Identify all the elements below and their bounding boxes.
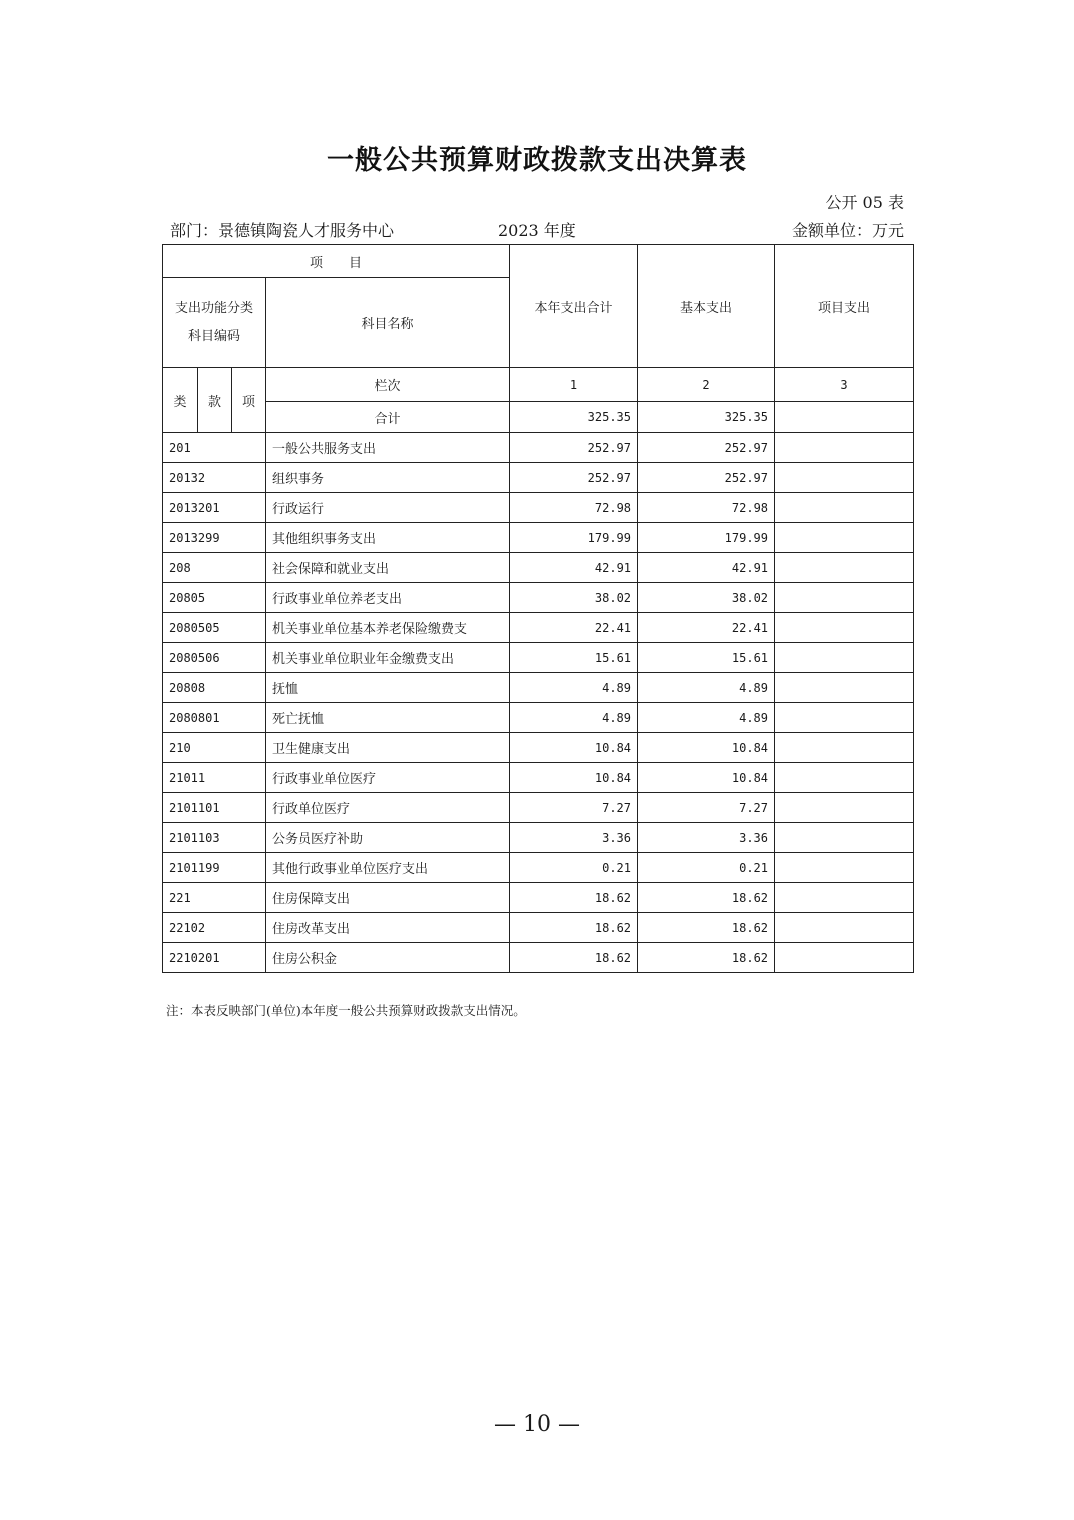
table-row [163,583,914,613]
code-cell: 221 [163,883,266,913]
basic-cell: 252.97 [638,463,775,493]
table-row [163,463,914,493]
subject-name-cell: 其他行政事业单位医疗支出 [266,853,510,883]
code-cell: 208 [163,553,266,583]
basic-cell: 10.84 [638,733,775,763]
header-basic: 基本支出 [638,245,775,368]
basic-cell: 3.36 [638,823,775,853]
project-cell [775,673,914,703]
header-col2: 2 [638,368,775,402]
total-cell: 38.02 [510,583,638,613]
page-title: 一般公共预算财政拨款支出决算表 [327,145,747,176]
total-cell: 72.98 [510,493,638,523]
header-func-code-line2: 科目编码 [187,328,240,344]
meta-row [170,218,904,242]
basic-cell: 18.62 [638,913,775,943]
total-cell: 22.41 [510,613,638,643]
table-row [163,763,914,793]
basic-cell: 4.89 [638,703,775,733]
header-lanci: 栏次 [266,368,510,402]
total-cell: 0.21 [510,853,638,883]
subject-name-cell: 行政事业单位医疗 [266,763,510,793]
basic-cell: 4.89 [638,673,775,703]
total-cell: 42.91 [510,553,638,583]
project-cell [775,463,914,493]
sum-basic: 325.35 [638,402,775,433]
project-cell [775,703,914,733]
total-cell: 18.62 [510,913,638,943]
basic-cell: 0.21 [638,853,775,883]
basic-cell: 179.99 [638,523,775,553]
table-row [163,673,914,703]
form-number: 公开 05 表 [825,193,904,212]
sum-label: 合计 [266,402,510,433]
table-row [163,643,914,673]
year-label: 2023 年度 [498,221,576,240]
code-cell: 2080801 [163,703,266,733]
table-row [163,823,914,853]
code-cell: 2101199 [163,853,266,883]
basic-cell: 7.27 [638,793,775,823]
header-total: 本年支出合计 [510,245,638,368]
header-col1: 1 [510,368,638,402]
total-cell: 10.84 [510,733,638,763]
code-cell: 20808 [163,673,266,703]
code-cell: 201 [163,433,266,463]
project-cell [775,913,914,943]
subject-name-cell: 卫生健康支出 [266,733,510,763]
header-func-code [163,278,266,368]
basic-cell: 38.02 [638,583,775,613]
table-row [163,733,914,763]
header-subject-name: 科目名称 [266,278,510,368]
table-row [163,883,914,913]
page-number: — 10 — [494,1412,580,1437]
project-cell [775,583,914,613]
project-cell [775,823,914,853]
project-cell [775,613,914,643]
table-row [163,433,914,463]
footnote: 注：本表反映部门(单位)本年度一般公共预算财政拨款支出情况。 [166,1003,526,1018]
table-row [163,793,914,823]
total-cell: 4.89 [510,703,638,733]
project-cell [775,943,914,973]
table-row [163,943,914,973]
subject-name-cell: 行政事业单位养老支出 [266,583,510,613]
total-cell: 3.36 [510,823,638,853]
project-cell [775,733,914,763]
basic-cell: 22.41 [638,613,775,643]
header-func-code-line1: 支出功能分类 [174,300,253,316]
project-cell [775,883,914,913]
total-cell: 10.84 [510,763,638,793]
basic-cell: 15.61 [638,643,775,673]
project-cell [775,493,914,523]
subject-name-cell: 住房保障支出 [266,883,510,913]
project-cell [775,553,914,583]
subject-name-cell: 抚恤 [266,673,510,703]
budget-table [162,244,914,973]
basic-cell: 18.62 [638,883,775,913]
code-cell: 2080505 [163,613,266,643]
table-row [163,853,914,883]
code-cell: 22102 [163,913,266,943]
total-cell: 18.62 [510,943,638,973]
total-cell: 15.61 [510,643,638,673]
code-cell: 2101103 [163,823,266,853]
total-cell: 7.27 [510,793,638,823]
total-cell: 252.97 [510,433,638,463]
basic-cell: 252.97 [638,433,775,463]
table-row [163,493,914,523]
sum-total: 325.35 [510,402,638,433]
total-cell: 179.99 [510,523,638,553]
subject-name-cell: 行政单位医疗 [266,793,510,823]
total-cell: 252.97 [510,463,638,493]
sum-project [775,402,914,433]
code-cell: 2013299 [163,523,266,553]
project-cell [775,643,914,673]
header-project: 项 目 [163,245,510,278]
basic-cell: 42.91 [638,553,775,583]
unit-label: 金额单位：万元 [791,221,904,240]
department-label: 部门：景德镇陶瓷人才服务中心 [170,221,395,240]
subject-name-cell: 社会保障和就业支出 [266,553,510,583]
subject-name-cell: 其他组织事务支出 [266,523,510,553]
project-cell [775,433,914,463]
table-row [163,613,914,643]
code-cell: 20805 [163,583,266,613]
code-cell: 2101101 [163,793,266,823]
table-row [163,703,914,733]
subject-name-cell: 住房公积金 [266,943,510,973]
basic-cell: 10.84 [638,763,775,793]
header-col3: 3 [775,368,914,402]
header-lei: 类 [163,368,198,433]
basic-cell: 72.98 [638,493,775,523]
code-cell: 2013201 [163,493,266,523]
code-cell: 21011 [163,763,266,793]
subject-name-cell: 机关事业单位基本养老保险缴费支 [266,613,510,643]
subject-name-cell: 行政运行 [266,493,510,523]
subject-name-cell: 一般公共服务支出 [266,433,510,463]
basic-cell: 18.62 [638,943,775,973]
total-cell: 4.89 [510,673,638,703]
code-cell: 210 [163,733,266,763]
code-cell: 20132 [163,463,266,493]
project-cell [775,853,914,883]
header-kuan: 款 [198,368,232,433]
subject-name-cell: 组织事务 [266,463,510,493]
project-cell [775,793,914,823]
subject-name-cell: 住房改革支出 [266,913,510,943]
subject-name-cell: 公务员医疗补助 [266,823,510,853]
subject-name-cell: 机关事业单位职业年金缴费支出 [266,643,510,673]
code-cell: 2210201 [163,943,266,973]
header-xiang: 项 [232,368,266,433]
total-cell: 18.62 [510,883,638,913]
code-cell: 2080506 [163,643,266,673]
table-row [163,553,914,583]
project-cell [775,763,914,793]
header-project-expense: 项目支出 [775,245,914,368]
subject-name-cell: 死亡抚恤 [266,703,510,733]
table-row [163,523,914,553]
table-row [163,913,914,943]
project-cell [775,523,914,553]
